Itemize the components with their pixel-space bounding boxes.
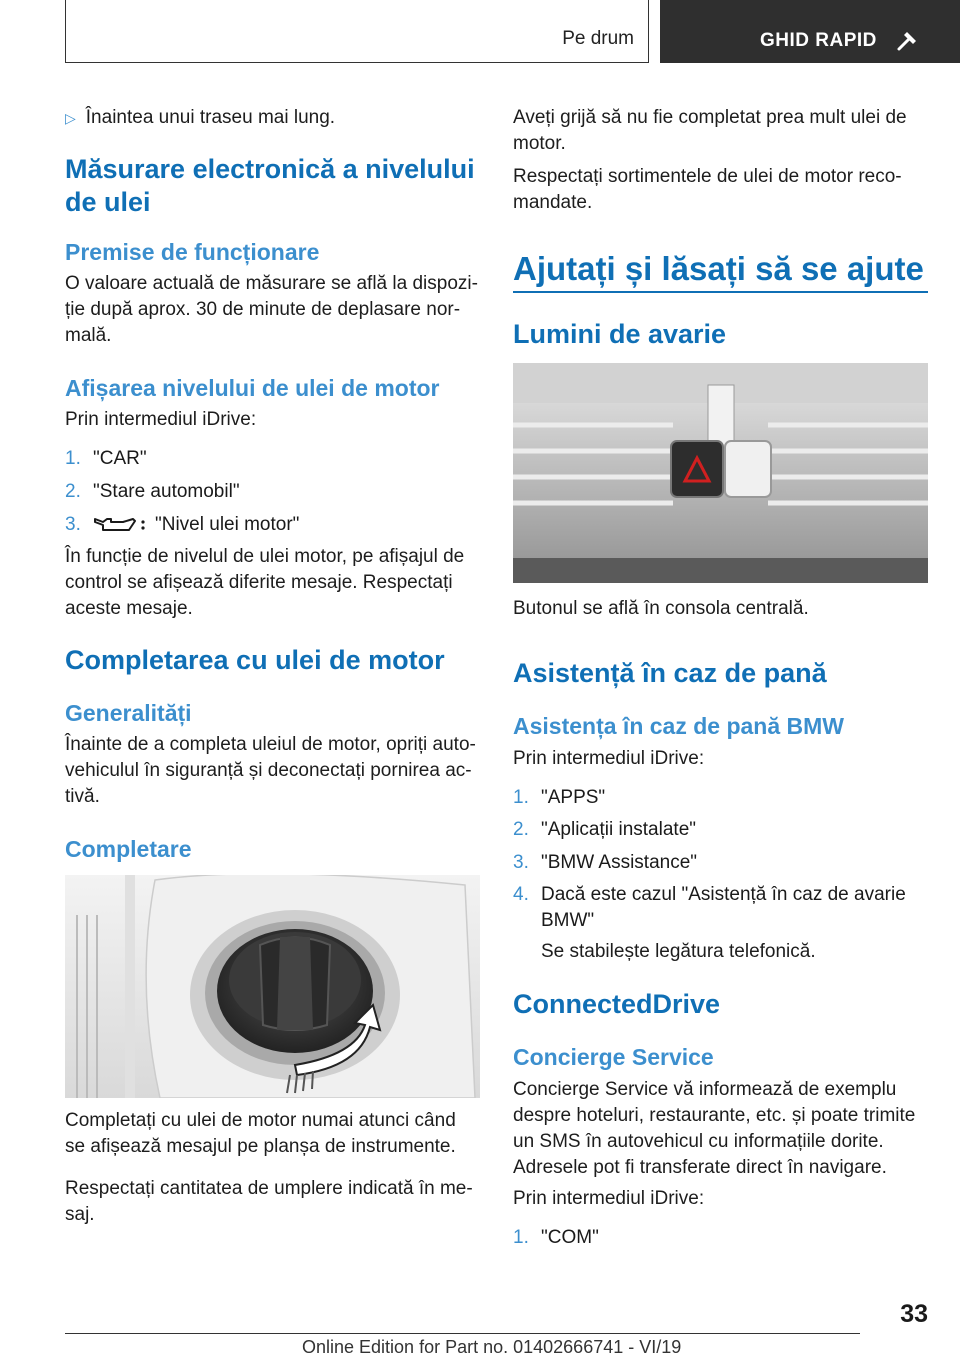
- step-text: Dacă este cazul "Asistență în caz de avarie BMW": [541, 884, 906, 931]
- triangle-right-icon: ▷: [65, 110, 76, 126]
- paragraph-fill-note: Completați cu ulei de motor numai atunci când se afișează mesajul pe planșa de instrumente.: [65, 1110, 456, 1157]
- step-text: "BMW Assistance": [541, 852, 698, 873]
- paragraph-grades: Respectați sortimentele de ulei de motor reco-mandate.: [513, 166, 902, 213]
- footer-rule: [65, 1333, 860, 1334]
- step-text: "Nivel ulei motor": [155, 514, 300, 535]
- oil-filler-cap-image: [65, 875, 480, 1098]
- paragraph-idrive: Prin intermediul iDrive:: [65, 409, 257, 430]
- heading-rule: [513, 291, 928, 293]
- heading-bmw-assist: Asistența în caz de pană BMW: [513, 713, 845, 739]
- heading-display: Afișarea nivelului de ulei de motor: [65, 375, 440, 401]
- paragraph-careful: Aveți grijă să nu fie completat prea mult ulei de motor.: [513, 107, 907, 154]
- header-section-title: Pe drum: [562, 28, 634, 49]
- step-text: "Stare automobil": [93, 481, 240, 502]
- heading-help: Ajutați și lăsați să se ajute: [513, 250, 924, 287]
- heading-breakdown: Asistență în caz de pană: [513, 658, 827, 688]
- step-number: 2.: [65, 481, 81, 502]
- paragraph-messages: În funcție de nivelul de ulei motor, pe afișajul de control se afișează diferite mesaje. Respectați aceste mesaje.: [65, 546, 465, 619]
- hazard-button-image: [513, 363, 928, 583]
- heading-general: Generalități: [65, 700, 192, 726]
- step-number: 1.: [513, 787, 529, 808]
- quick-guide-label: GHID RAPID: [760, 30, 877, 51]
- step-number: 3.: [513, 852, 529, 873]
- bullet-text: Înaintea unui traseu mai lung.: [85, 107, 336, 128]
- step-number: 2.: [513, 819, 529, 840]
- heading-hazard: Lumini de avarie: [513, 319, 727, 349]
- heading-concierge: Concierge Service: [513, 1044, 714, 1070]
- step-text: "COM": [541, 1227, 599, 1248]
- step-number: 4.: [513, 884, 529, 905]
- step-text: "Aplicații instalate": [541, 819, 697, 840]
- paragraph-idrive-right: Prin intermediul iDrive:: [513, 748, 705, 769]
- step-text: "APPS": [541, 787, 606, 808]
- step-number: 1.: [513, 1227, 529, 1248]
- heading-premise: Premise de funcționare: [65, 239, 320, 265]
- oil-filler-cap-illustration: [65, 875, 480, 1098]
- paragraph-quantity: Respectați cantitatea de umplere indicată în me-saj.: [65, 1178, 473, 1225]
- paragraph-idrive-2: Prin intermediul iDrive:: [513, 1188, 705, 1209]
- oil-can-icon: [93, 516, 147, 534]
- paragraph-general: Înainte de a completa uleiul de motor, opriți auto-vehiculul în siguranță și deconectați pornirea ac-tivă.: [65, 734, 476, 807]
- hazard-console-illustration: [513, 363, 928, 583]
- step-text: "CAR": [93, 448, 147, 469]
- paragraph-concierge: Concierge Service vă informează de exemplu despre hoteluri, restaurante, etc. și poate trimite un SMS în autovehicul cu informațiile dorite. Adresele pot fi transferate direct în navigare.: [513, 1079, 916, 1178]
- step-number: 1.: [65, 448, 81, 469]
- bullet-item: [65, 105, 480, 131]
- wrench-icon: [896, 28, 920, 52]
- page-number: 33: [900, 1300, 928, 1328]
- paragraph-premise: O valoare actuală de măsurare se află la dispozi-ție după aprox. 30 de minute de deplasare nor-mală.: [65, 273, 478, 346]
- header-section-box: [65, 0, 649, 63]
- heading-measure: Măsurare electronică a nivelului de ulei: [65, 154, 475, 217]
- heading-completare: Completare: [65, 836, 192, 862]
- step-number: 3.: [65, 514, 81, 535]
- paragraph-button: Butonul se află în consola centrală.: [513, 598, 809, 619]
- step-4-sub: Se stabilește legătura telefonică.: [541, 941, 816, 962]
- heading-fill: Completarea cu ulei de motor: [65, 645, 445, 675]
- footer-edition: Online Edition for Part no. 01402666741 - VI/19: [302, 1337, 682, 1357]
- heading-connected: ConnectedDrive: [513, 989, 721, 1019]
